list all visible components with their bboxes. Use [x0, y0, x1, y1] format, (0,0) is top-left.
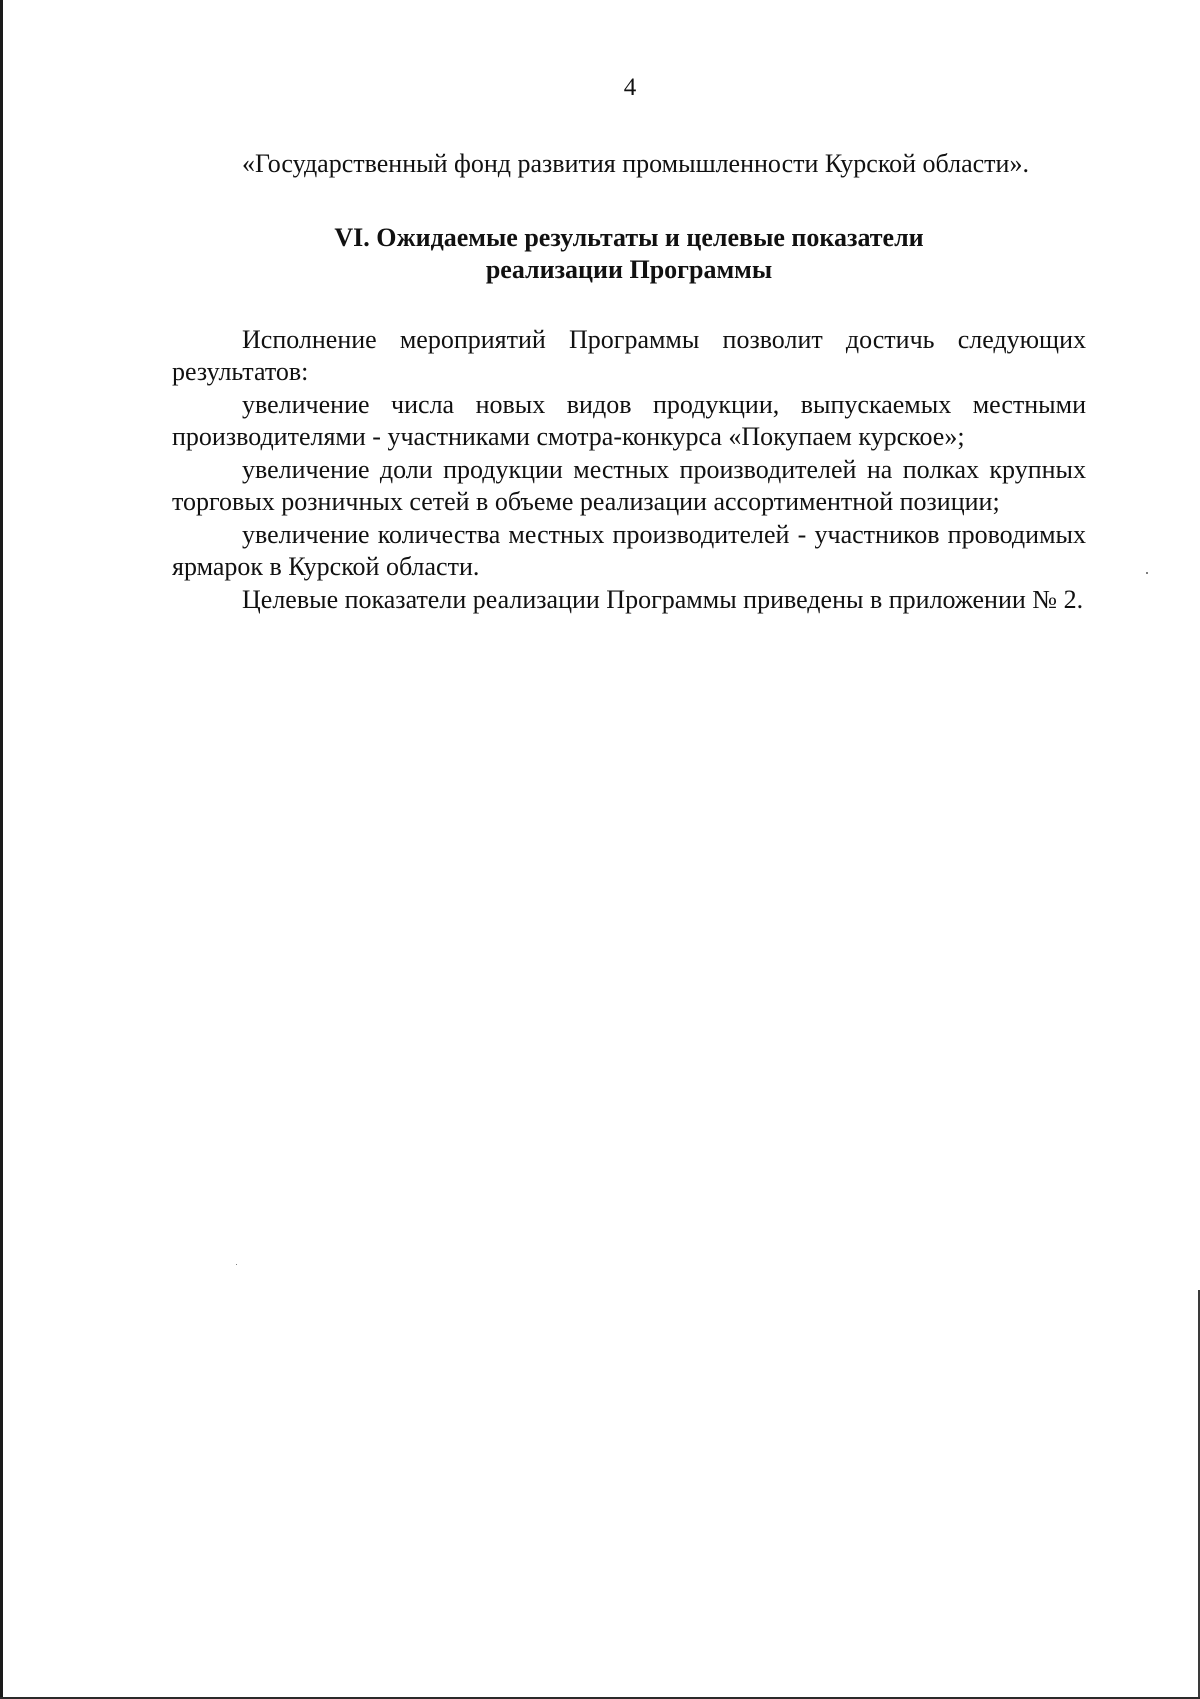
intro-paragraph: «Государственный фонд развития промышленности Курской области». [242, 149, 1029, 178]
section-heading [172, 222, 1086, 286]
page-number: 4 [623, 74, 637, 101]
result-item: увеличение доли продукции местных производителей на полках крупных торговых розничных сетей в объеме реализации ассортиментной позиции; [172, 454, 1086, 516]
section-heading-line-1: VI. Ожидаемые результаты и целевые показатели [334, 222, 924, 252]
document-body [172, 148, 1086, 616]
scan-speck [1146, 572, 1148, 574]
result-item: увеличение числа новых видов продукции, выпускаемых местными производителями - участниками смотра-конкурса «Покупаем курское»; [172, 389, 1086, 451]
scan-speck [236, 1264, 237, 1265]
scan-edge-left [0, 0, 3, 1699]
result-item: увеличение количества местных производителей - участников проводимых ярмарок в Курской области. [172, 519, 1086, 581]
closing-paragraph: Целевые показатели реализации Программы приведены в приложении № 2. [242, 584, 1084, 614]
spacer [172, 286, 1086, 324]
section-heading-line-2: реализации Программы [485, 254, 773, 284]
lead-paragraph: Исполнение мероприятий Программы позволит достичь следующих результатов: [172, 324, 1086, 386]
